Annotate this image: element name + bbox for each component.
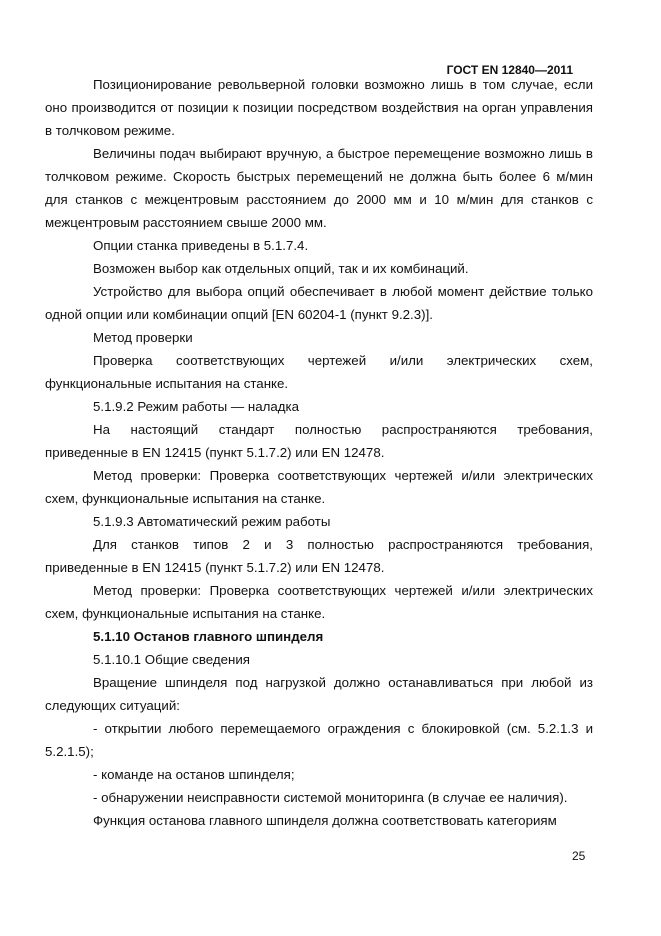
paragraph: Метод проверки: Проверка соответствующих чертежей и/или электрических схем, функциональные испытания на станке. xyxy=(45,583,593,621)
document-body xyxy=(45,73,593,832)
section-heading-bold: 5.1.10 Останов главного шпинделя xyxy=(93,629,324,644)
list-item: - открытии любого перемещаемого ограждения с блокировкой (см. 5.2.1.3 и 5.2.1.5); xyxy=(45,721,593,759)
paragraph: Позиционирование револьверной головки возможно лишь в том случае, если оно производится от позиции к позиции посредством воздействия на орган управления в толчковом режиме. xyxy=(45,77,593,138)
section-heading: 5.1.10.1 Общие сведения xyxy=(93,652,250,667)
paragraph: Метод проверки xyxy=(93,330,193,345)
paragraph: На настоящий стандарт полностью распространяются требования, приведенные в EN 12415 (пункт 5.1.7.2) или EN 12478. xyxy=(45,422,593,460)
paragraph: Величины подач выбирают вручную, а быстрое перемещение возможно лишь в толчковом режиме. Скорость быстрых перемещений не должна быть более 6 м/мин для станков с межцентровым расстоянием до 2000 мм и 10 м/мин для станков с межцентровым расстоянием свыше 2000 мм. xyxy=(45,146,593,230)
standard-code-header: ГОСТ EN 12840—2011 xyxy=(446,63,573,77)
list-item: - обнаружении неисправности системой мониторинга (в случае ее наличия). xyxy=(93,790,568,805)
paragraph: Для станков типов 2 и 3 полностью распространяются требования, приведенные в EN 12415 (пункт 5.1.7.2) или EN 12478. xyxy=(45,537,593,575)
paragraph: Проверка соответствующих чертежей и/или электрических схем, функциональные испытания на станке. xyxy=(45,353,593,391)
list-item: - команде на останов шпинделя; xyxy=(93,767,295,782)
section-heading: 5.1.9.3 Автоматический режим работы xyxy=(93,514,331,529)
paragraph: Функция останова главного шпинделя должна соответствовать категориям xyxy=(93,813,557,828)
paragraph: Вращение шпинделя под нагрузкой должно останавливаться при любой из следующих ситуаций: xyxy=(45,675,593,713)
paragraph: Возможен выбор как отдельных опций, так и их комбинаций. xyxy=(93,261,469,276)
paragraph: Метод проверки: Проверка соответствующих чертежей и/или электрических схем, функциональные испытания на станке. xyxy=(45,468,593,506)
paragraph: Устройство для выбора опций обеспечивает в любой момент действие только одной опции или комбинации опций [EN 60204-1 (пункт 9.2.3)]. xyxy=(45,284,593,322)
section-heading: 5.1.9.2 Режим работы — наладка xyxy=(93,399,300,414)
page-number: 25 xyxy=(572,849,586,863)
paragraph: Опции станка приведены в 5.1.7.4. xyxy=(93,238,309,253)
